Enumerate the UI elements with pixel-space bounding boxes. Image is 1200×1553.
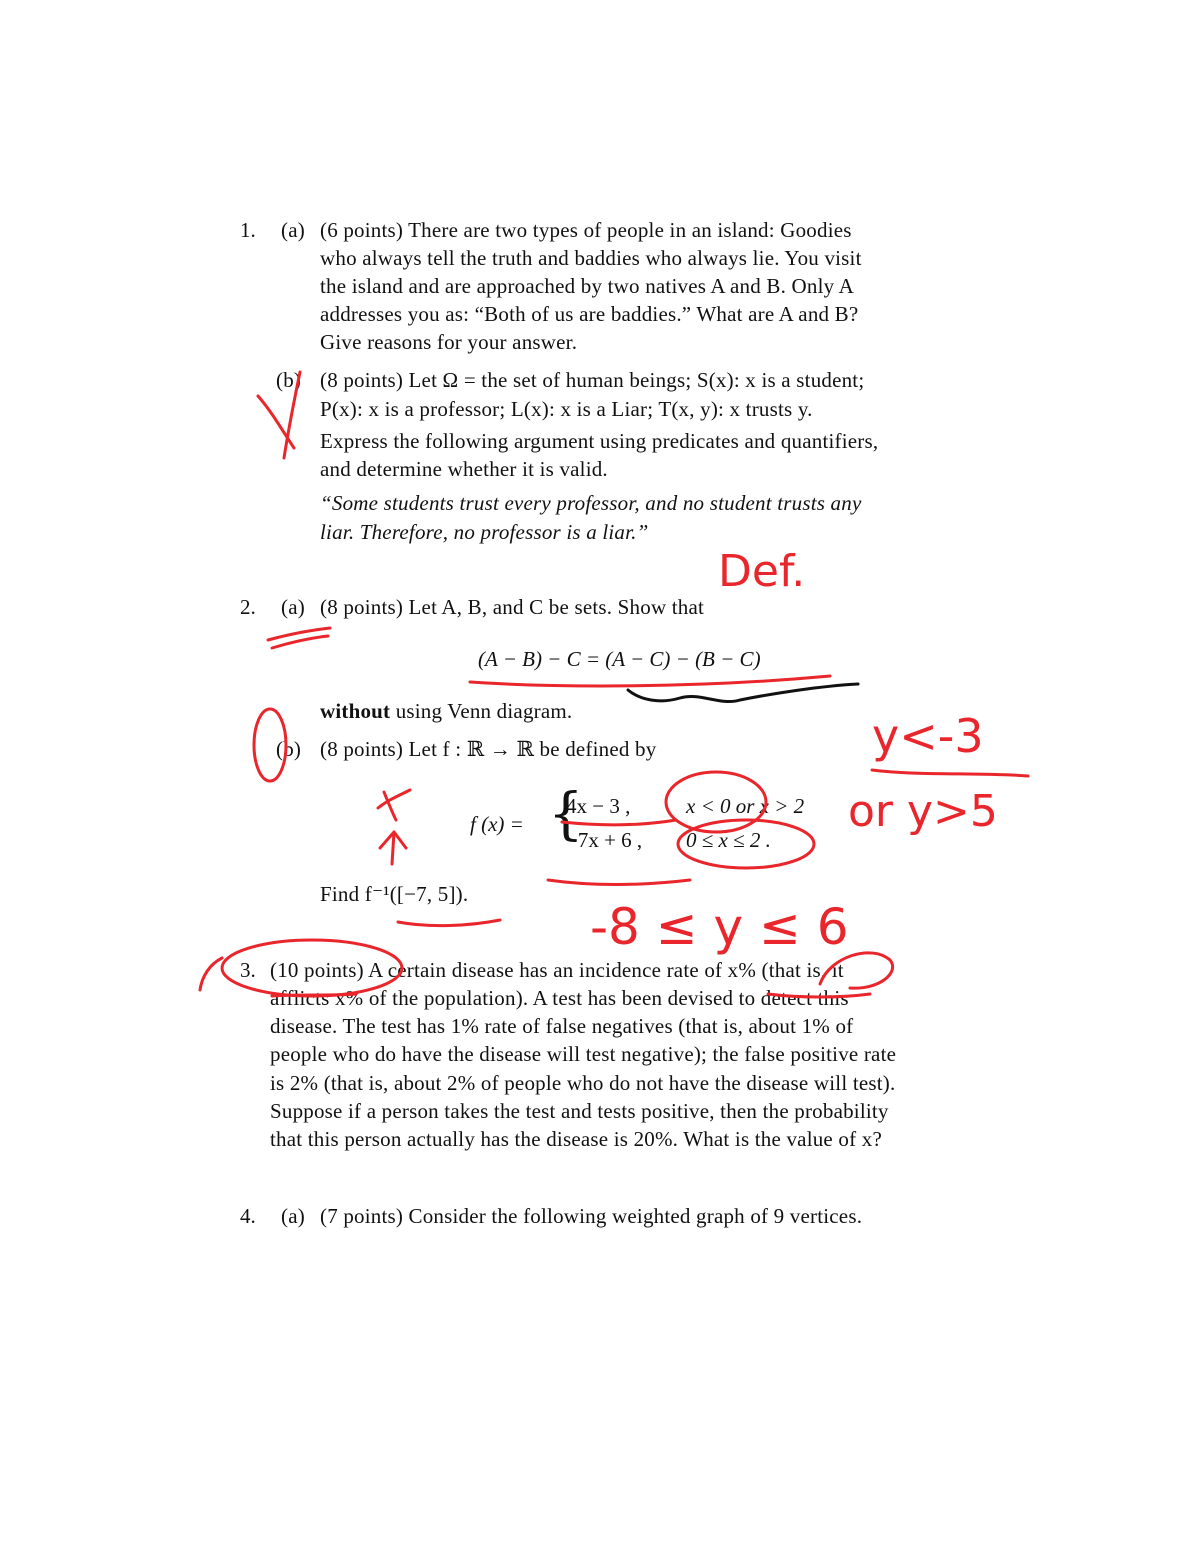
left-brace: { <box>548 782 584 847</box>
q1a-line: (6 points) There are two types of people in an island: Goodies <box>320 218 852 242</box>
q1a-line: who always tell the truth and baddies who always lie. You visit <box>320 246 862 270</box>
q2-number: 2. <box>240 595 256 619</box>
q1b-line: P(x): x is a professor; L(x): x is a Liar; T(x, y): x trusts y. <box>320 397 813 421</box>
q2b-case2-expr: −7x + 6 , <box>566 828 643 852</box>
black-squiggle <box>628 684 858 702</box>
q3-line: that this person actually has the disease is 20%. What is the value of x? <box>270 1127 882 1151</box>
q3-line: people who do have the disease will test negative); the false positive rate <box>270 1042 897 1066</box>
q3-line: disease. The test has 1% rate of false negatives (that is, about 1% of <box>270 1014 854 1038</box>
note-or-y-gt: or y>5 <box>848 786 998 837</box>
q2b-case1-cond: x < 0 or x > 2 <box>686 794 805 818</box>
q1-number: 1. <box>240 218 256 242</box>
up-arrow-icon <box>380 832 406 864</box>
q2b-intro: (8 points) Let f : ℝ → ℝ be defined by <box>320 737 657 761</box>
q1b-quote: liar. Therefore, no professor is a liar.” <box>320 520 649 544</box>
q4-number: 4. <box>240 1204 256 1228</box>
q4a-label: (a) <box>281 1204 305 1228</box>
q2a-bold-word: without <box>320 699 391 723</box>
q2a-rest: using Venn diagram. <box>390 699 573 723</box>
q3-line: (10 points) A certain disease has an incidence rate of x% (that is, it <box>270 958 844 982</box>
q2a-equation: (A − B) − C = (A − C) − (B − C) <box>478 647 761 671</box>
q2b-f-lhs: f (x) = <box>470 812 524 836</box>
q1a-line: addresses you as: “Both of us are baddies.” What are A and B? <box>320 302 859 326</box>
q2a-label: (a) <box>281 595 305 619</box>
q2b-case1-expr: 4x − 3 , <box>566 794 631 818</box>
q1b-label: (b) <box>276 368 302 392</box>
q2b-case2-cond: 0 ≤ x ≤ 2 . <box>686 828 771 852</box>
x-mark <box>378 790 410 820</box>
q2b-label: (b) <box>276 737 302 761</box>
q3-line: Suppose if a person takes the test and tests positive, then the probability <box>270 1099 889 1123</box>
q1a-line: the island and are approached by two natives A and B. Only A <box>320 274 854 298</box>
q1a-line: Give reasons for your answer. <box>320 330 578 354</box>
q2a-instruction <box>320 697 572 725</box>
q3-line: afflicts x% of the population). A test has been devised to detect this <box>270 986 849 1010</box>
q2a-intro: (8 points) Let A, B, and C be sets. Show that <box>320 595 705 619</box>
case-underline <box>548 880 690 885</box>
note-underline <box>872 770 1028 776</box>
strike-mark <box>268 628 330 648</box>
note-y-lt: y<-3 <box>872 709 984 763</box>
range-note: -8 ≤ y ≤ 6 <box>590 898 849 956</box>
def-note: Def. <box>718 546 806 597</box>
q3-line: is 2% (that is, about 2% of people who do not have the disease will test). <box>270 1071 896 1095</box>
q1b-line: and determine whether it is valid. <box>320 457 608 481</box>
q2b-find: Find f⁻¹([−7, 5]). <box>320 882 469 906</box>
q4a-line: (7 points) Consider the following weighted graph of 9 vertices. <box>320 1204 863 1228</box>
q1b-quote: “Some students trust every professor, and no student trusts any <box>320 491 862 515</box>
equation-underline <box>470 676 830 686</box>
q1a-label: (a) <box>281 218 305 242</box>
find-underline <box>398 920 500 926</box>
q3-tail <box>200 958 222 990</box>
q1b-line: (8 points) Let Ω = the set of human beings; S(x): x is a student; <box>320 368 865 392</box>
q1b-line: Express the following argument using predicates and quantifiers, <box>320 429 879 453</box>
q3-number: 3. <box>240 958 256 982</box>
